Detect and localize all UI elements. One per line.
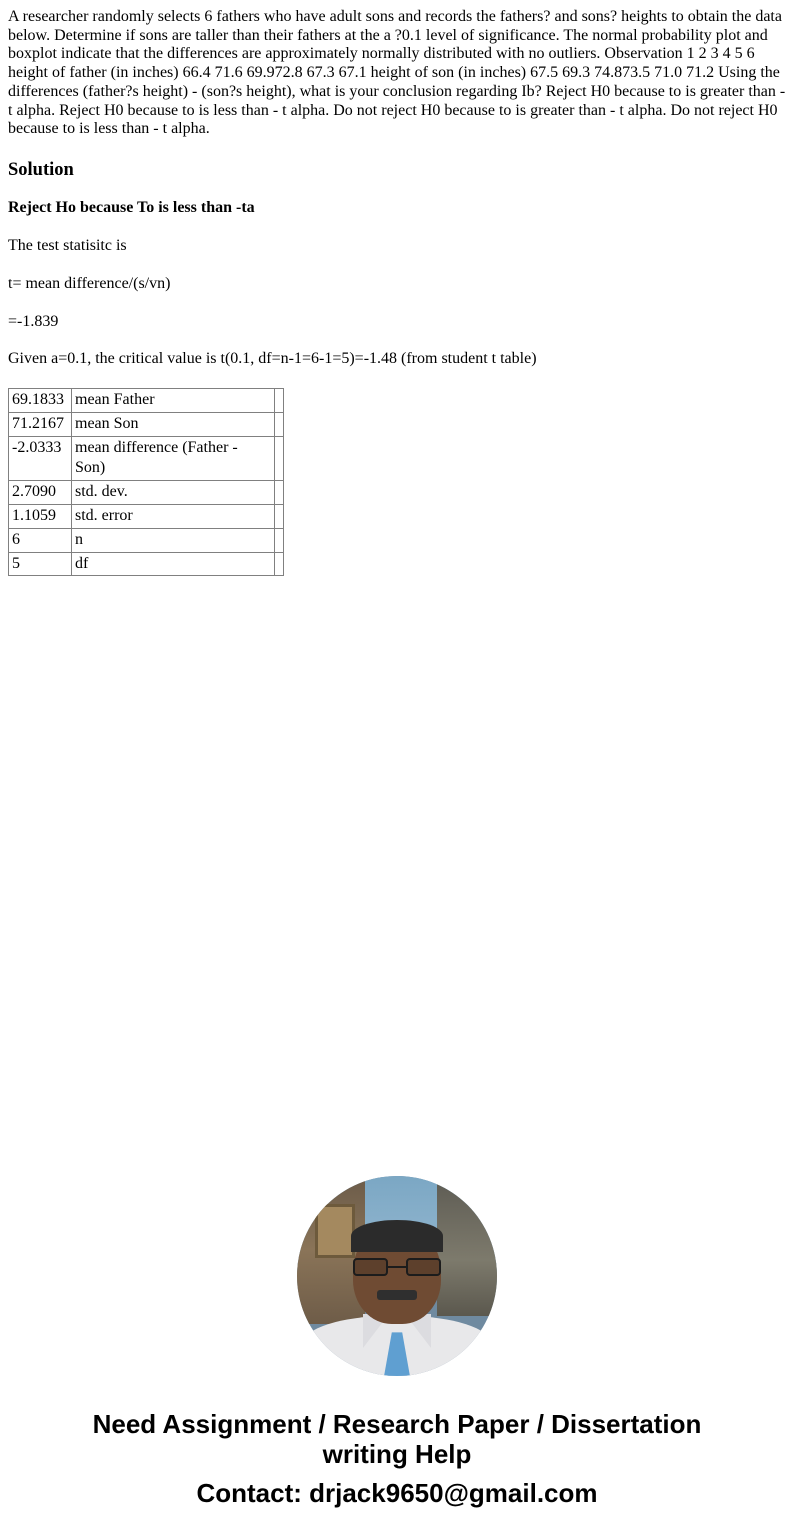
table-cell-spacer — [275, 552, 284, 576]
table-cell-value: 5 — [9, 552, 72, 576]
table-cell-value: -2.0333 — [9, 436, 72, 481]
avatar-background-wall-right — [437, 1176, 497, 1316]
table-cell-value: 69.1833 — [9, 388, 72, 412]
footer-headline-line1: Need Assignment / Research Paper / Dissertation — [92, 1409, 702, 1440]
solution-step-2: t= mean difference/(s/vn) — [8, 274, 171, 292]
table-cell-spacer — [275, 504, 284, 528]
table-cell-spacer — [275, 436, 284, 481]
footer-headline-line2: writing Help — [322, 1439, 472, 1470]
table-row — [9, 552, 284, 576]
table-cell-label: std. error — [72, 504, 275, 528]
avatar — [297, 1176, 497, 1376]
table-cell-spacer — [275, 528, 284, 552]
statistics-table — [8, 388, 284, 576]
avatar-wrap — [8, 1176, 786, 1376]
table-cell-spacer — [275, 388, 284, 412]
avatar-mustache — [377, 1290, 417, 1300]
solution-step-1: The test statisitc is — [8, 237, 127, 255]
solution-step-4: Given a=0.1, the critical value is t(0.1, df=n-1=6-1=5)=-1.48 (from student t table) — [8, 350, 537, 368]
glasses-lens-left — [353, 1258, 388, 1276]
table-row — [9, 504, 284, 528]
avatar-background-picture-frame — [315, 1204, 355, 1258]
solution-step-3: =-1.839 — [8, 312, 59, 330]
question-text: A researcher randomly selects 6 fathers who have adult sons and records the fathers? and sons? heights to obtain the data below. Determine if sons are taller than their fathers at the a ?0.1 level of significance. The normal probability plot and boxplot indicate that the differences are approximately normally distributed with no outliers. Observation 1 2 3 4 5 6 height of father (in inches) 66.4 71.6 69.972.8 67.3 67.1 height of son (in inches) 67.5 69.3 74.873.5 71.0 71.2 Using the differences (father?s height) - (son?s height), what is your conclusion regarding Ib? Reject H0 because to is greater than - t alpha. Reject H0 because to is less than - t alpha. Do not reject H0 because to is greater than - t alpha. Do not reject H0 because to is less than - t alpha. — [8, 8, 786, 138]
solution-heading: Solution — [8, 160, 74, 181]
table-cell-label: df — [72, 552, 275, 576]
avatar-hair — [351, 1220, 443, 1252]
table-row — [9, 436, 284, 481]
footer — [8, 1176, 786, 1529]
table-cell-value: 71.2167 — [9, 412, 72, 436]
table-cell-value: 1.1059 — [9, 504, 72, 528]
table-row — [9, 412, 284, 436]
table-cell-label: mean Father — [72, 388, 275, 412]
table-cell-label: mean Son — [72, 412, 275, 436]
glasses-icon — [353, 1258, 441, 1276]
table-cell-spacer — [275, 481, 284, 505]
table-cell-value: 6 — [9, 528, 72, 552]
table-cell-label: n — [72, 528, 275, 552]
table-row — [9, 481, 284, 505]
glasses-lens-right — [406, 1258, 441, 1276]
table-cell-spacer — [275, 412, 284, 436]
table-cell-label: mean difference (Father - Son) — [72, 436, 275, 481]
solution-conclusion: Reject Ho because To is less than -ta — [8, 199, 255, 217]
footer-contact: Contact: drjack9650@gmail.com — [196, 1478, 598, 1509]
table-cell-value: 2.7090 — [9, 481, 72, 505]
table-cell-label: std. dev. — [72, 481, 275, 505]
glasses-bridge — [388, 1266, 406, 1268]
table-row — [9, 388, 284, 412]
table-row — [9, 528, 284, 552]
